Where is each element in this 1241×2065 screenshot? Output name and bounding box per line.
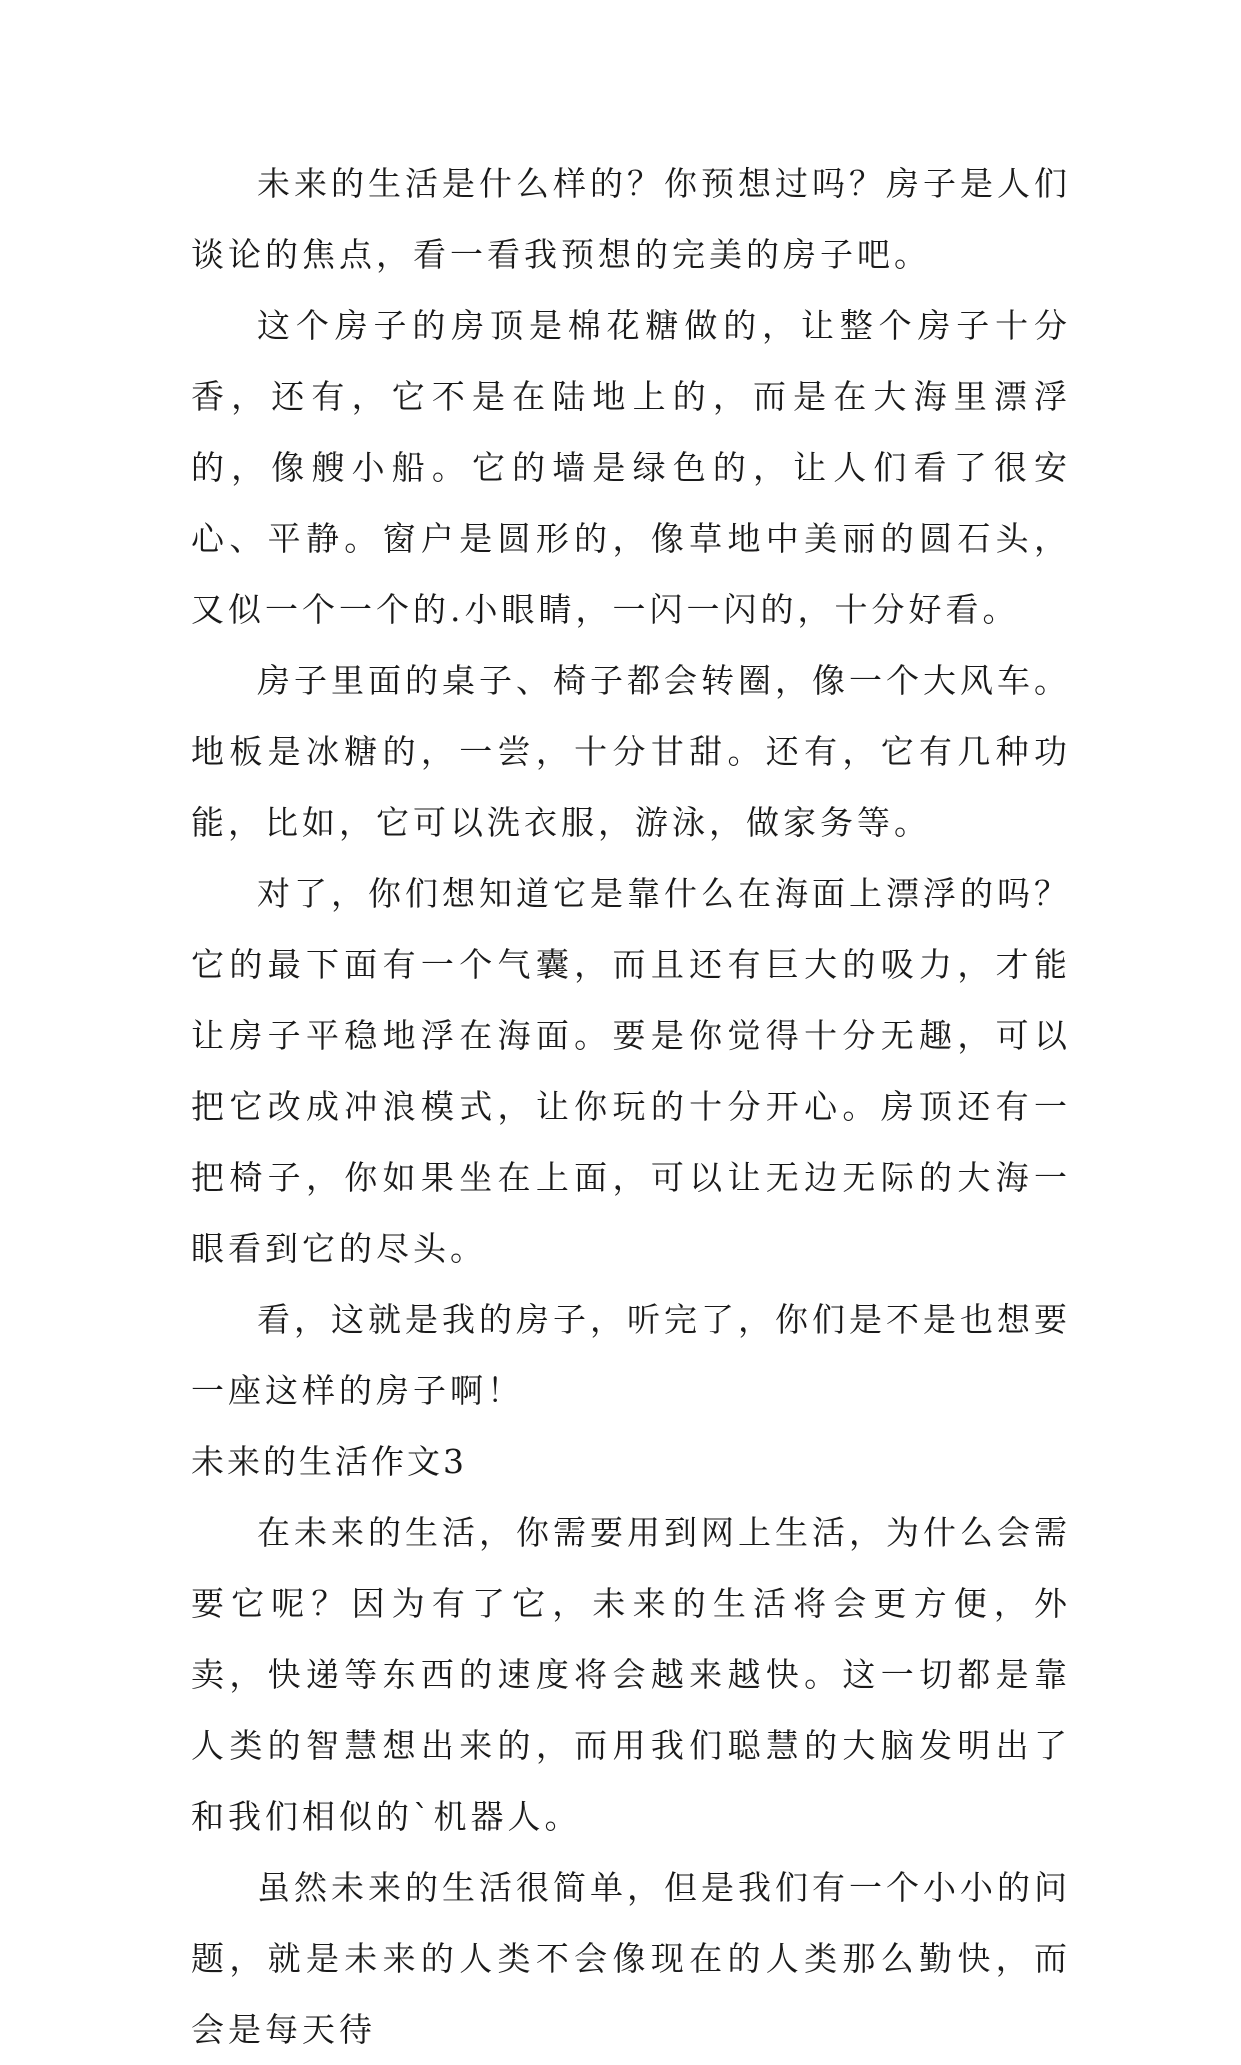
document-page — [191, 148, 1071, 2065]
paragraph-2: 这个房子的房顶是棉花糖做的，让整个房子十分香，还有，它不是在陆地上的，而是在大海里漂浮的，像艘小船。它的墙是绿色的，让人们看了很安心、平静。窗户是圆形的，像草地中美丽的圆石头，又似一个一个的.小眼睛，一闪一闪的，十分好看。 — [191, 306, 1071, 629]
section-heading: 未来的生活作文3 — [191, 1442, 467, 1481]
paragraph-1: 未来的生活是什么样的？你预想过吗？房子是人们谈论的焦点，看一看我预想的完美的房子吧。 — [191, 164, 1071, 274]
paragraph-5: 看，这就是我的房子，听完了，你们是不是也想要一座这样的房子啊！ — [191, 1300, 1071, 1410]
paragraph-3: 房子里面的桌子、椅子都会转圈，像一个大风车。地板是冰糖的，一尝，十分甘甜。还有，它有几种功能，比如，它可以洗衣服，游泳，做家务等。 — [191, 661, 1071, 842]
section-paragraph-2: 虽然未来的生活很简单，但是我们有一个小小的问题，就是未来的人类不会像现在的人类那么勤快，而会是每天待 — [191, 1868, 1071, 2049]
paragraph-4: 对了，你们想知道它是靠什么在海面上漂浮的吗？它的最下面有一个气囊，而且还有巨大的吸力，才能让房子平稳地浮在海面。要是你觉得十分无趣，可以把它改成冲浪模式，让你玩的十分开心。房顶还有一把椅子，你如果坐在上面，可以让无边无际的大海一眼看到它的尽头。 — [191, 874, 1071, 1268]
section-paragraph-1: 在未来的生活，你需要用到网上生活，为什么会需要它呢？因为有了它，未来的生活将会更方便，外卖，快递等东西的速度将会越来越快。这一切都是靠人类的智慧想出来的，而用我们聪慧的大脑发明出了和我们相似的`机器人。 — [191, 1513, 1071, 1836]
